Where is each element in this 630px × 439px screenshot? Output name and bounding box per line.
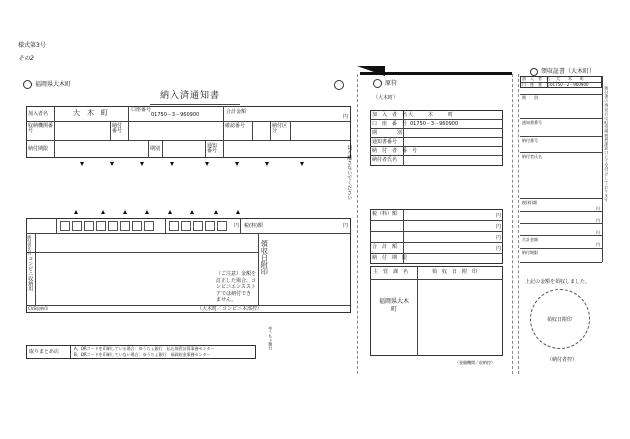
left-cvs-store: CVS収納印 [28,306,49,311]
left-tax-label: 税(料)額 [244,223,263,229]
right-total-label: 合計金額 [522,237,538,242]
right-payer-copy: （納付者控） [547,357,578,363]
left-total-label: 合計金額 [226,109,247,115]
handling-route2: B、QRコードを印刷していない場合：ゆうちょ銀行 福岡貯金事務センター [74,352,211,357]
left-convenience: コンビニ収納用 [27,256,34,291]
right-title: 領収証書（大木町） [541,68,596,75]
right-tax-yen: 円 [596,206,600,211]
left-tax-yen: 円 [343,223,349,229]
mid-payment-no-label: 納 付 者 番 号 [372,148,418,154]
mid-deadline-label: 納 付 期 限 [372,255,408,261]
handling-route1: A、QRコードを印刷している場合：ゆうちょ銀行 払込保管計算事務センター [74,346,215,351]
left-payer-name-label: 加入者名 [28,111,49,117]
right-period-label: 期 別 [522,95,538,100]
left-notice-no-label: 通知番号 [207,143,218,154]
circle-mark-icon [334,80,344,90]
right-received-text: 上記の金額を領収しました。 [525,279,591,285]
mid-receipt-label: 領 収 日 附 印 [432,269,478,275]
right-payer-name-label: 加 入 者 名 [522,76,550,81]
mid-notice-no-label: 通知書番号 [372,139,398,145]
mid-payer-name-label: 加 入 者 名 [372,112,408,118]
left-issuer: 福岡県大木町 [35,81,72,88]
left-account-label: 口座番号 [131,107,152,113]
form-sub: その2 [18,55,34,62]
right-account-label: 口 座 番 号 [522,82,550,87]
mid-seal-icon [373,79,382,88]
form-id: 様式第3号 [18,42,46,49]
left-category-label: 納付区分 [272,123,288,134]
right-town: 大 木 町 [556,76,584,81]
left-account-number: 01750－3－960900 [151,112,200,118]
right-tax-label: 税(料)額 [522,200,538,205]
right-total-yen: 円 [596,242,600,247]
left-notice-text: （ご注意）金額を訂正した場合、コンビニエンスストアでは納付できません。 [216,271,257,303]
mid-officer-label: 主 管 課 名 [373,269,409,275]
left-institution-label: 収納機関番号 [28,123,54,134]
left-total-yen: 円 [343,114,349,120]
mid-total-label: 合 計 額 [372,244,398,250]
left-town: 大 木 町 [73,109,108,117]
town-seal-icon [23,80,32,89]
right-deadline-label: 納付期限 [522,250,538,255]
right-yen-2: 円 [596,218,600,223]
kirisen-note: 切り離さないでください [346,145,353,200]
mid-payer-label: 納付者氏名 [372,157,398,163]
right-side-note-icon: 納付書の再発行は町役場税務課窓口にて受付けしております [604,86,610,203]
mid-title: 原符 [385,80,398,87]
right-payer-label: 納付者氏名 [522,154,542,159]
mid-account-number: 01750－3－960900 [410,121,459,127]
perforation-left [357,74,358,374]
mid-period-label: 期 別 [372,130,403,136]
right-notice-no-label: 通知書番号 [522,120,542,125]
right-stamp: 領収日附印 [547,317,573,323]
left-title: 納入済通知書 [160,91,221,101]
mid-town: （大木町） [373,95,399,101]
perforation-right [512,74,513,374]
left-period-label: 期別 [150,146,161,152]
mid-total-yen: 円 [496,246,502,252]
left-cells-yen: 円 [234,223,240,229]
left-payer-label: 納付者氏名 [27,235,33,255]
left-footer: （大木町／コンビニ本部控） [197,306,263,312]
right-payment-no-label: 納付番号 [522,138,538,143]
left-payment-no-label: 納付番号 [112,123,123,134]
mid-tax-yen: 円 [496,213,502,219]
mid-yen-3: 円 [496,235,502,241]
handling-label: 取りまとめ店 [29,349,60,355]
right-yen-3: 円 [596,230,600,235]
left-confirm-no-label: 確認番号 [225,123,246,129]
mid-footer: （金融機関／収納控） [455,360,495,365]
left-deadline-label: 納付期限 [28,146,49,152]
handling-bank: ゆうちょ銀行 [268,326,274,350]
mid-yen-2: 円 [496,224,502,230]
right-seal-icon [530,68,538,76]
mid-dept: 福岡県大木町 [379,298,410,313]
mid-tax-label: 税（料）額 [372,211,398,217]
left-receipt-stamp: 領収日附印 [260,240,269,275]
mid-town-name: 大 木 町 [408,112,454,118]
mid-account-label: 口 座 番 号 [372,121,408,127]
right-account-number: 01750－2－960900 [550,82,589,87]
